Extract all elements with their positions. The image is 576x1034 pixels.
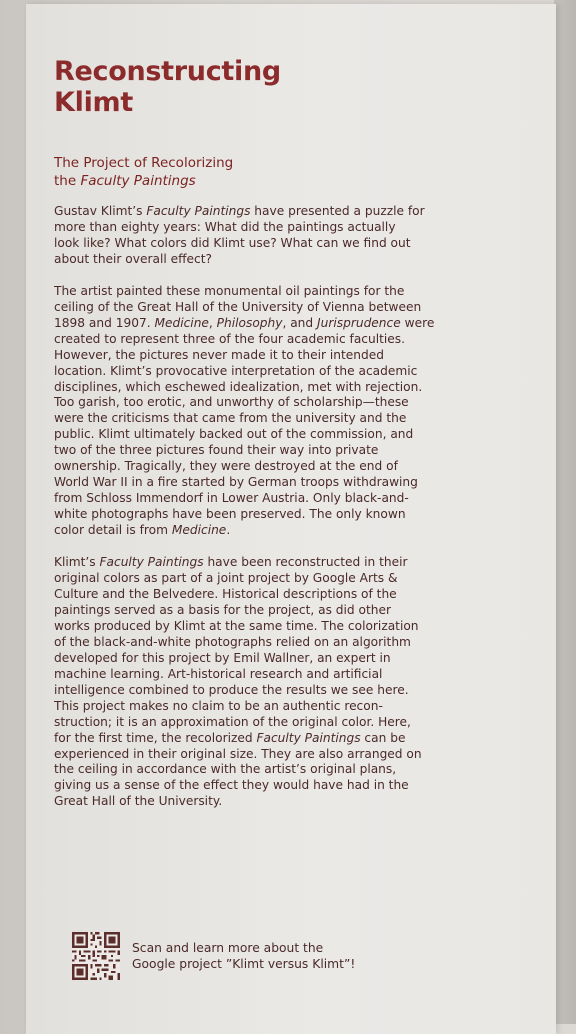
paragraph-history: The artist painted these monumental oil paintings for the ceiling of the Great Hall of the University of Vienna between 1898 and 1907. Medicine, Philosophy, and Jurisprudence were created to represent three of the four academic faculties. However, the pictures never made it to their intended location. Klimt’s provocative interpretation of the academic disciplines, which eschewed idealization, met with rejection. Too garish, too erotic, and unworthy of scholarship—these were the criticisms that came from the university and the public. Klimt ultimately backed out of the commission, and two of the three pictures found their way into private ownership. Tragically, they were destroyed at the end of World War II in a fire started by German troops withdrawing from Schloss Immendorf in Lower Austria. Only black-and- white photographs have been preserved. The only known color detail is from Medicine. (54, 283, 435, 538)
paragraph-intro: Gustav Klimt’s Faculty Paintings have presented a puzzle for more than eighty years: What did the paintings actually look like? What colors did Klimt use? What can we find out about their overall effect? (54, 204, 425, 266)
subtitle-line-2: the Faculty Paintings (54, 173, 196, 189)
qr-code-icon[interactable] (72, 932, 120, 980)
subtitle (54, 154, 494, 190)
title-line-2: Klimt (54, 87, 133, 118)
panel-content (54, 56, 494, 810)
subtitle-line-1: The Project of Recolorizing (54, 155, 234, 171)
title-line-1: Reconstructing (54, 56, 281, 87)
qr-section (72, 932, 355, 980)
paragraph-project: Klimt’s Faculty Paintings have been reconstructed in their original colors as part of a joint project by Google Arts & Culture and the Belvedere. Historical descriptions of the paintings served as a basis for the project, as did other works produced by Klimt at the same time. The colorization of the black-and-white photographs relied on an algorithm developed for this project by Emil Wallner, an expert in machine learning. Art-historical research and artificial intelligence combined to produce the results we see here. This project makes no claim to be an authentic recon- struction; it is an approximation of the original color. Here, for the first time, the recolorized Faculty Paintings can be experienced in their original size. They are also arranged on the ceiling in accordance with the artist’s original plans, giving us a sense of the effect they would have had in the Great Hall of the University. (54, 555, 422, 809)
qr-caption: Scan and learn more about the Google project ”Klimt versus Klimt”! (132, 941, 356, 971)
page-title (54, 56, 494, 118)
wall-background (554, 0, 576, 1024)
